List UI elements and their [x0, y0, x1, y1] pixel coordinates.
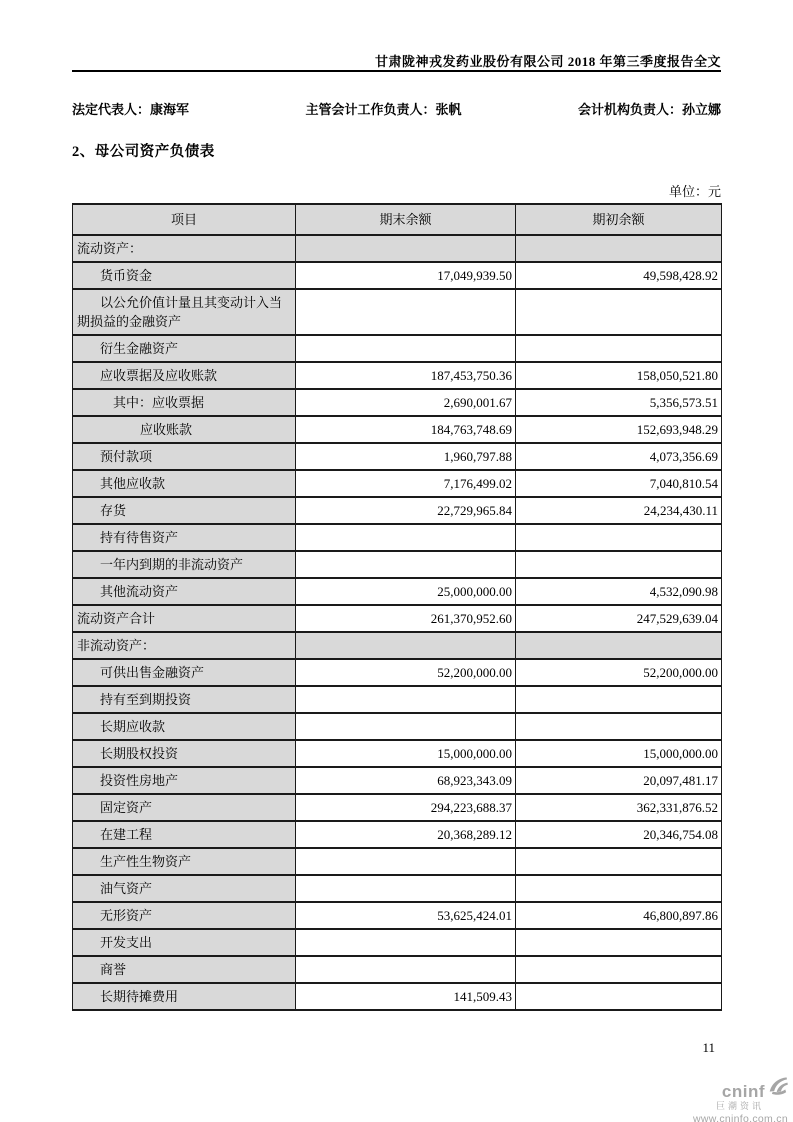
beginning-balance-cell: 15,000,000.00: [516, 740, 722, 767]
table-row: [73, 362, 722, 389]
beginning-balance-cell: 7,040,810.54: [516, 470, 722, 497]
ending-balance-cell: [296, 929, 516, 956]
item-cell: 流动资产合计: [73, 605, 296, 632]
ending-balance-cell: 7,176,499.02: [296, 470, 516, 497]
table-row: [73, 389, 722, 416]
item-cell: 长期待摊费用: [73, 983, 296, 1010]
item-cell: 投资性房地产: [73, 767, 296, 794]
chief-accountant-label: 主管会计工作负责人：张帆: [305, 102, 462, 117]
item-cell: 其他应收款: [73, 470, 296, 497]
item-cell: 油气资产: [73, 875, 296, 902]
item-cell: 持有至到期投资: [73, 686, 296, 713]
column-header-beginning-balance: 期初余额: [516, 204, 722, 235]
ending-balance-cell: [296, 632, 516, 659]
ending-balance-cell: [296, 235, 516, 262]
ending-balance-cell: [296, 686, 516, 713]
beginning-balance-cell: 4,073,356.69: [516, 443, 722, 470]
beginning-balance-cell: [516, 632, 722, 659]
ending-balance-cell: 53,625,424.01: [296, 902, 516, 929]
ending-balance-cell: 261,370,952.60: [296, 605, 516, 632]
table-row: [73, 686, 722, 713]
item-cell: 持有待售资产: [73, 524, 296, 551]
ending-balance-cell: 184,763,748.69: [296, 416, 516, 443]
item-cell: 其中：应收票据: [73, 389, 296, 416]
table-row: [73, 821, 722, 848]
beginning-balance-cell: [516, 524, 722, 551]
table-row: [73, 235, 722, 262]
item-cell: 货币资金: [73, 262, 296, 289]
beginning-balance-cell: [516, 289, 722, 335]
item-cell: 在建工程: [73, 821, 296, 848]
table-row: [73, 713, 722, 740]
item-cell: 长期股权投资: [73, 740, 296, 767]
table-row: [73, 443, 722, 470]
ending-balance-cell: [296, 289, 516, 335]
table-row: [73, 578, 722, 605]
beginning-balance-cell: [516, 551, 722, 578]
beginning-balance-cell: 158,050,521.80: [516, 362, 722, 389]
beginning-balance-cell: [516, 335, 722, 362]
item-cell: 应收票据及应收账款: [73, 362, 296, 389]
item-cell: 一年内到期的非流动资产: [73, 551, 296, 578]
ending-balance-cell: 294,223,688.37: [296, 794, 516, 821]
item-cell: 无形资产: [73, 902, 296, 929]
table-row: [73, 470, 722, 497]
table-row: [73, 956, 722, 983]
ending-balance-cell: 68,923,343.09: [296, 767, 516, 794]
beginning-balance-cell: [516, 875, 722, 902]
beginning-balance-cell: 46,800,897.86: [516, 902, 722, 929]
ending-balance-cell: [296, 713, 516, 740]
item-cell: 开发支出: [73, 929, 296, 956]
balance-sheet-table: [72, 203, 722, 1011]
table-row: [73, 262, 722, 289]
table-row: [73, 875, 722, 902]
cninfo-swirl-icon: [767, 1077, 788, 1100]
item-cell: 其他流动资产: [73, 578, 296, 605]
table-row: [73, 289, 722, 335]
cninfo-logo-subtitle: 巨潮资讯: [715, 1101, 764, 1111]
ending-balance-cell: 187,453,750.36: [296, 362, 516, 389]
item-cell: 存货: [73, 497, 296, 524]
ending-balance-cell: [296, 335, 516, 362]
accounting-org-head-label: 会计机构负责人：孙立娜: [577, 102, 721, 117]
item-cell: 生产性生物资产: [73, 848, 296, 875]
table-row: [73, 416, 722, 443]
table-row: [73, 659, 722, 686]
table-row: [73, 605, 722, 632]
item-cell: 衍生金融资产: [73, 335, 296, 362]
ending-balance-cell: 22,729,965.84: [296, 497, 516, 524]
table-row: [73, 524, 722, 551]
ending-balance-cell: 20,368,289.12: [296, 821, 516, 848]
item-cell: 预付款项: [73, 443, 296, 470]
item-cell: 商誉: [73, 956, 296, 983]
table-row: [73, 335, 722, 362]
beginning-balance-cell: 5,356,573.51: [516, 389, 722, 416]
item-cell: 可供出售金融资产: [73, 659, 296, 686]
page-number: 11: [702, 1040, 715, 1055]
beginning-balance-cell: [516, 235, 722, 262]
unit-label: 单位：元: [668, 184, 721, 199]
ending-balance-cell: [296, 524, 516, 551]
beginning-balance-cell: 49,598,428.92: [516, 262, 722, 289]
column-header-ending-balance: 期末余额: [296, 204, 516, 235]
ending-balance-cell: 25,000,000.00: [296, 578, 516, 605]
legal-representative-label: 法定代表人：康海军: [72, 102, 190, 117]
beginning-balance-cell: 20,346,754.08: [516, 821, 722, 848]
cninfo-logo-url: www.cninfo.com.cn: [693, 1113, 788, 1122]
beginning-balance-cell: 20,097,481.17: [516, 767, 722, 794]
item-cell: 应收账款: [73, 416, 296, 443]
cninfo-logo-text: cninf: [721, 1082, 765, 1101]
column-header-item: 项目: [73, 204, 296, 235]
ending-balance-cell: 17,049,939.50: [296, 262, 516, 289]
section-title: 2、母公司资产负债表: [72, 144, 215, 160]
beginning-balance-cell: [516, 848, 722, 875]
beginning-balance-cell: 362,331,876.52: [516, 794, 722, 821]
beginning-balance-cell: [516, 713, 722, 740]
table-row: [73, 551, 722, 578]
beginning-balance-cell: 52,200,000.00: [516, 659, 722, 686]
beginning-balance-cell: 152,693,948.29: [516, 416, 722, 443]
beginning-balance-cell: 247,529,639.04: [516, 605, 722, 632]
item-cell: 以公允价值计量且其变动计入当期损益的金融资产: [73, 289, 296, 335]
beginning-balance-cell: [516, 983, 722, 1010]
table-row: [73, 983, 722, 1010]
beginning-balance-cell: 24,234,430.11: [516, 497, 722, 524]
beginning-balance-cell: [516, 686, 722, 713]
ending-balance-cell: 2,690,001.67: [296, 389, 516, 416]
item-cell: 流动资产：: [73, 235, 296, 262]
beginning-balance-cell: [516, 956, 722, 983]
beginning-balance-cell: [516, 929, 722, 956]
ending-balance-cell: 15,000,000.00: [296, 740, 516, 767]
header-divider: [72, 70, 721, 72]
beginning-balance-cell: 4,532,090.98: [516, 578, 722, 605]
ending-balance-cell: [296, 875, 516, 902]
table-row: [73, 794, 722, 821]
ending-balance-cell: 52,200,000.00: [296, 659, 516, 686]
table-row: [73, 929, 722, 956]
document-title: 甘肃陇神戎发药业股份有限公司 2018 年第三季度报告全文: [374, 54, 721, 69]
table-row: [73, 740, 722, 767]
item-cell: 非流动资产：: [73, 632, 296, 659]
cninfo-logo: [693, 1077, 788, 1122]
item-cell: 固定资产: [73, 794, 296, 821]
table-row: [73, 632, 722, 659]
ending-balance-cell: 141,509.43: [296, 983, 516, 1010]
table-row: [73, 902, 722, 929]
ending-balance-cell: [296, 848, 516, 875]
table-row: [73, 497, 722, 524]
table-row: [73, 767, 722, 794]
ending-balance-cell: [296, 551, 516, 578]
table-row: [73, 848, 722, 875]
ending-balance-cell: 1,960,797.88: [296, 443, 516, 470]
responsible-persons-row: [72, 99, 721, 118]
table-header-row: [73, 204, 722, 235]
item-cell: 长期应收款: [73, 713, 296, 740]
ending-balance-cell: [296, 956, 516, 983]
